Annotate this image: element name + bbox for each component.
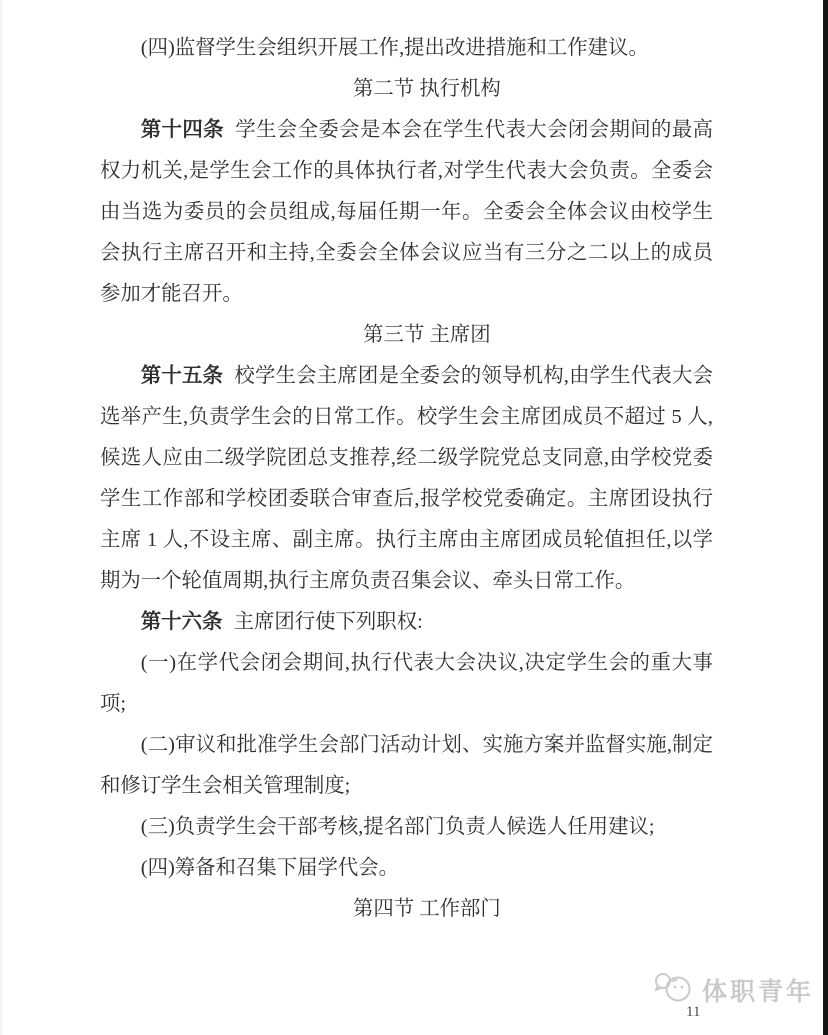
scan-left-edge-shade	[0, 0, 4, 1035]
list-item: (四)监督学生会组织开展工作,提出改进措施和工作建议。	[140, 37, 649, 59]
article-paragraph	[100, 602, 713, 643]
article-label: 第十四条	[140, 119, 224, 141]
article-label: 第十五条	[140, 365, 224, 387]
list-item: (四)筹备和召集下届学代会。	[140, 857, 400, 879]
article-paragraph	[100, 110, 713, 315]
page-number: 11	[686, 1004, 701, 1020]
watermark	[653, 970, 814, 1009]
list-item: (二)审议和批准学生会部门活动计划、实施方案并监督实施,制定和修订学生会相关管理制度;	[100, 734, 713, 797]
document-body	[100, 28, 713, 930]
section-heading: 第三节 主席团	[363, 324, 491, 346]
section-heading: 第二节 执行机构	[352, 78, 501, 100]
article-label: 第十六条	[140, 611, 223, 633]
section-heading: 第四节 工作部门	[352, 898, 501, 920]
article-text: 校学生会主席团是全委会的领导机构,由学生代表大会选举产生,负责学生会的日常工作。校学生会主席团成员不超过 5 人,候选人应由二级学院团总支推荐,经二级学院党总支同意,由学校党委学生工作部和学校团委联合审查后,报学校党委确定。主席团设执行主席 1 人,不设主席、副主席。执行主席由主席团成员轮值担任,以学期为一个轮值周期,执行主席负责召集会议、牵头日常工作。	[100, 365, 713, 592]
list-item: (三)负责学生会干部考核,提名部门负责人候选人任用建议;	[140, 816, 655, 838]
list-item: (一)在学代会闭会期间,执行代表大会决议,决定学生会的重大事项;	[100, 652, 713, 715]
watermark-text: 体职青年	[701, 977, 814, 1006]
article-paragraph	[100, 356, 713, 602]
article-text: 主席团行使下列职权:	[233, 611, 423, 633]
article-text: 学生会全委会是本会在学生代表大会闭会期间的最高权力机关,是学生会工作的具体执行者,对学生代表大会负责。全委会由当选为委员的会员组成,每届任期一年。全委会全体会议由校学生会执行主席召开和主持,全委会全体会议应当有三分之二以上的成员参加才能召开。	[100, 119, 714, 305]
scan-right-edge-strip	[823, 0, 828, 1035]
